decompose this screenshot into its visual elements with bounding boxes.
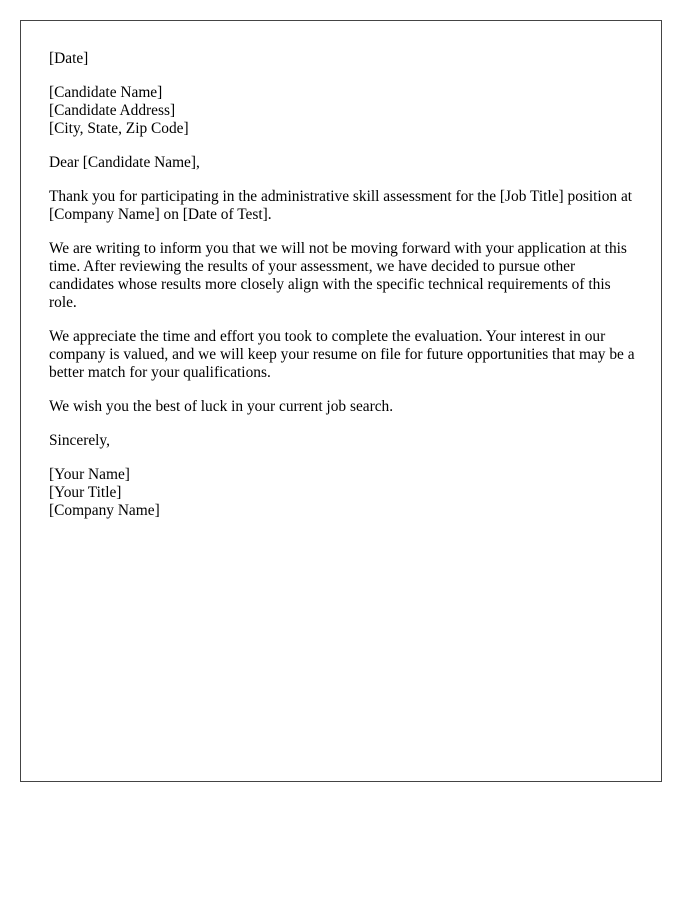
recipient-city-state-zip: [City, State, Zip Code] <box>49 120 189 137</box>
signature-name: [Your Name] <box>49 466 130 483</box>
recipient-address: [Candidate Address] <box>49 102 176 119</box>
closing: Sincerely, <box>49 432 110 449</box>
paragraph-wishes: We wish you the best of luck in your current job search. <box>49 398 394 415</box>
letter-page <box>20 20 662 782</box>
paragraph-appreciation: We appreciate the time and effort you took to complete the evaluation. Your interest in our company is valued, and we will keep your resume on file for future opportunities that may be a better match for your qualifications. <box>49 328 635 381</box>
salutation: Dear [Candidate Name], <box>49 154 200 171</box>
recipient-name: [Candidate Name] <box>49 84 163 101</box>
signature-company: [Company Name] <box>49 502 160 519</box>
signature-block <box>49 466 641 520</box>
letter-date: [Date] <box>49 50 89 67</box>
signature-title: [Your Title] <box>49 484 122 501</box>
recipient-block <box>49 84 641 138</box>
paragraph-intro: Thank you for participating in the administrative skill assessment for the [Job Title] position at [Company Name] on [Date of Test]. <box>49 188 633 223</box>
paragraph-decision: We are writing to inform you that we will not be moving forward with your application at this time. After reviewing the results of your assessment, we have decided to pursue other candidates whose results more closely align with the specific technical requirements of this role. <box>49 240 627 311</box>
letter-body <box>49 50 641 536</box>
